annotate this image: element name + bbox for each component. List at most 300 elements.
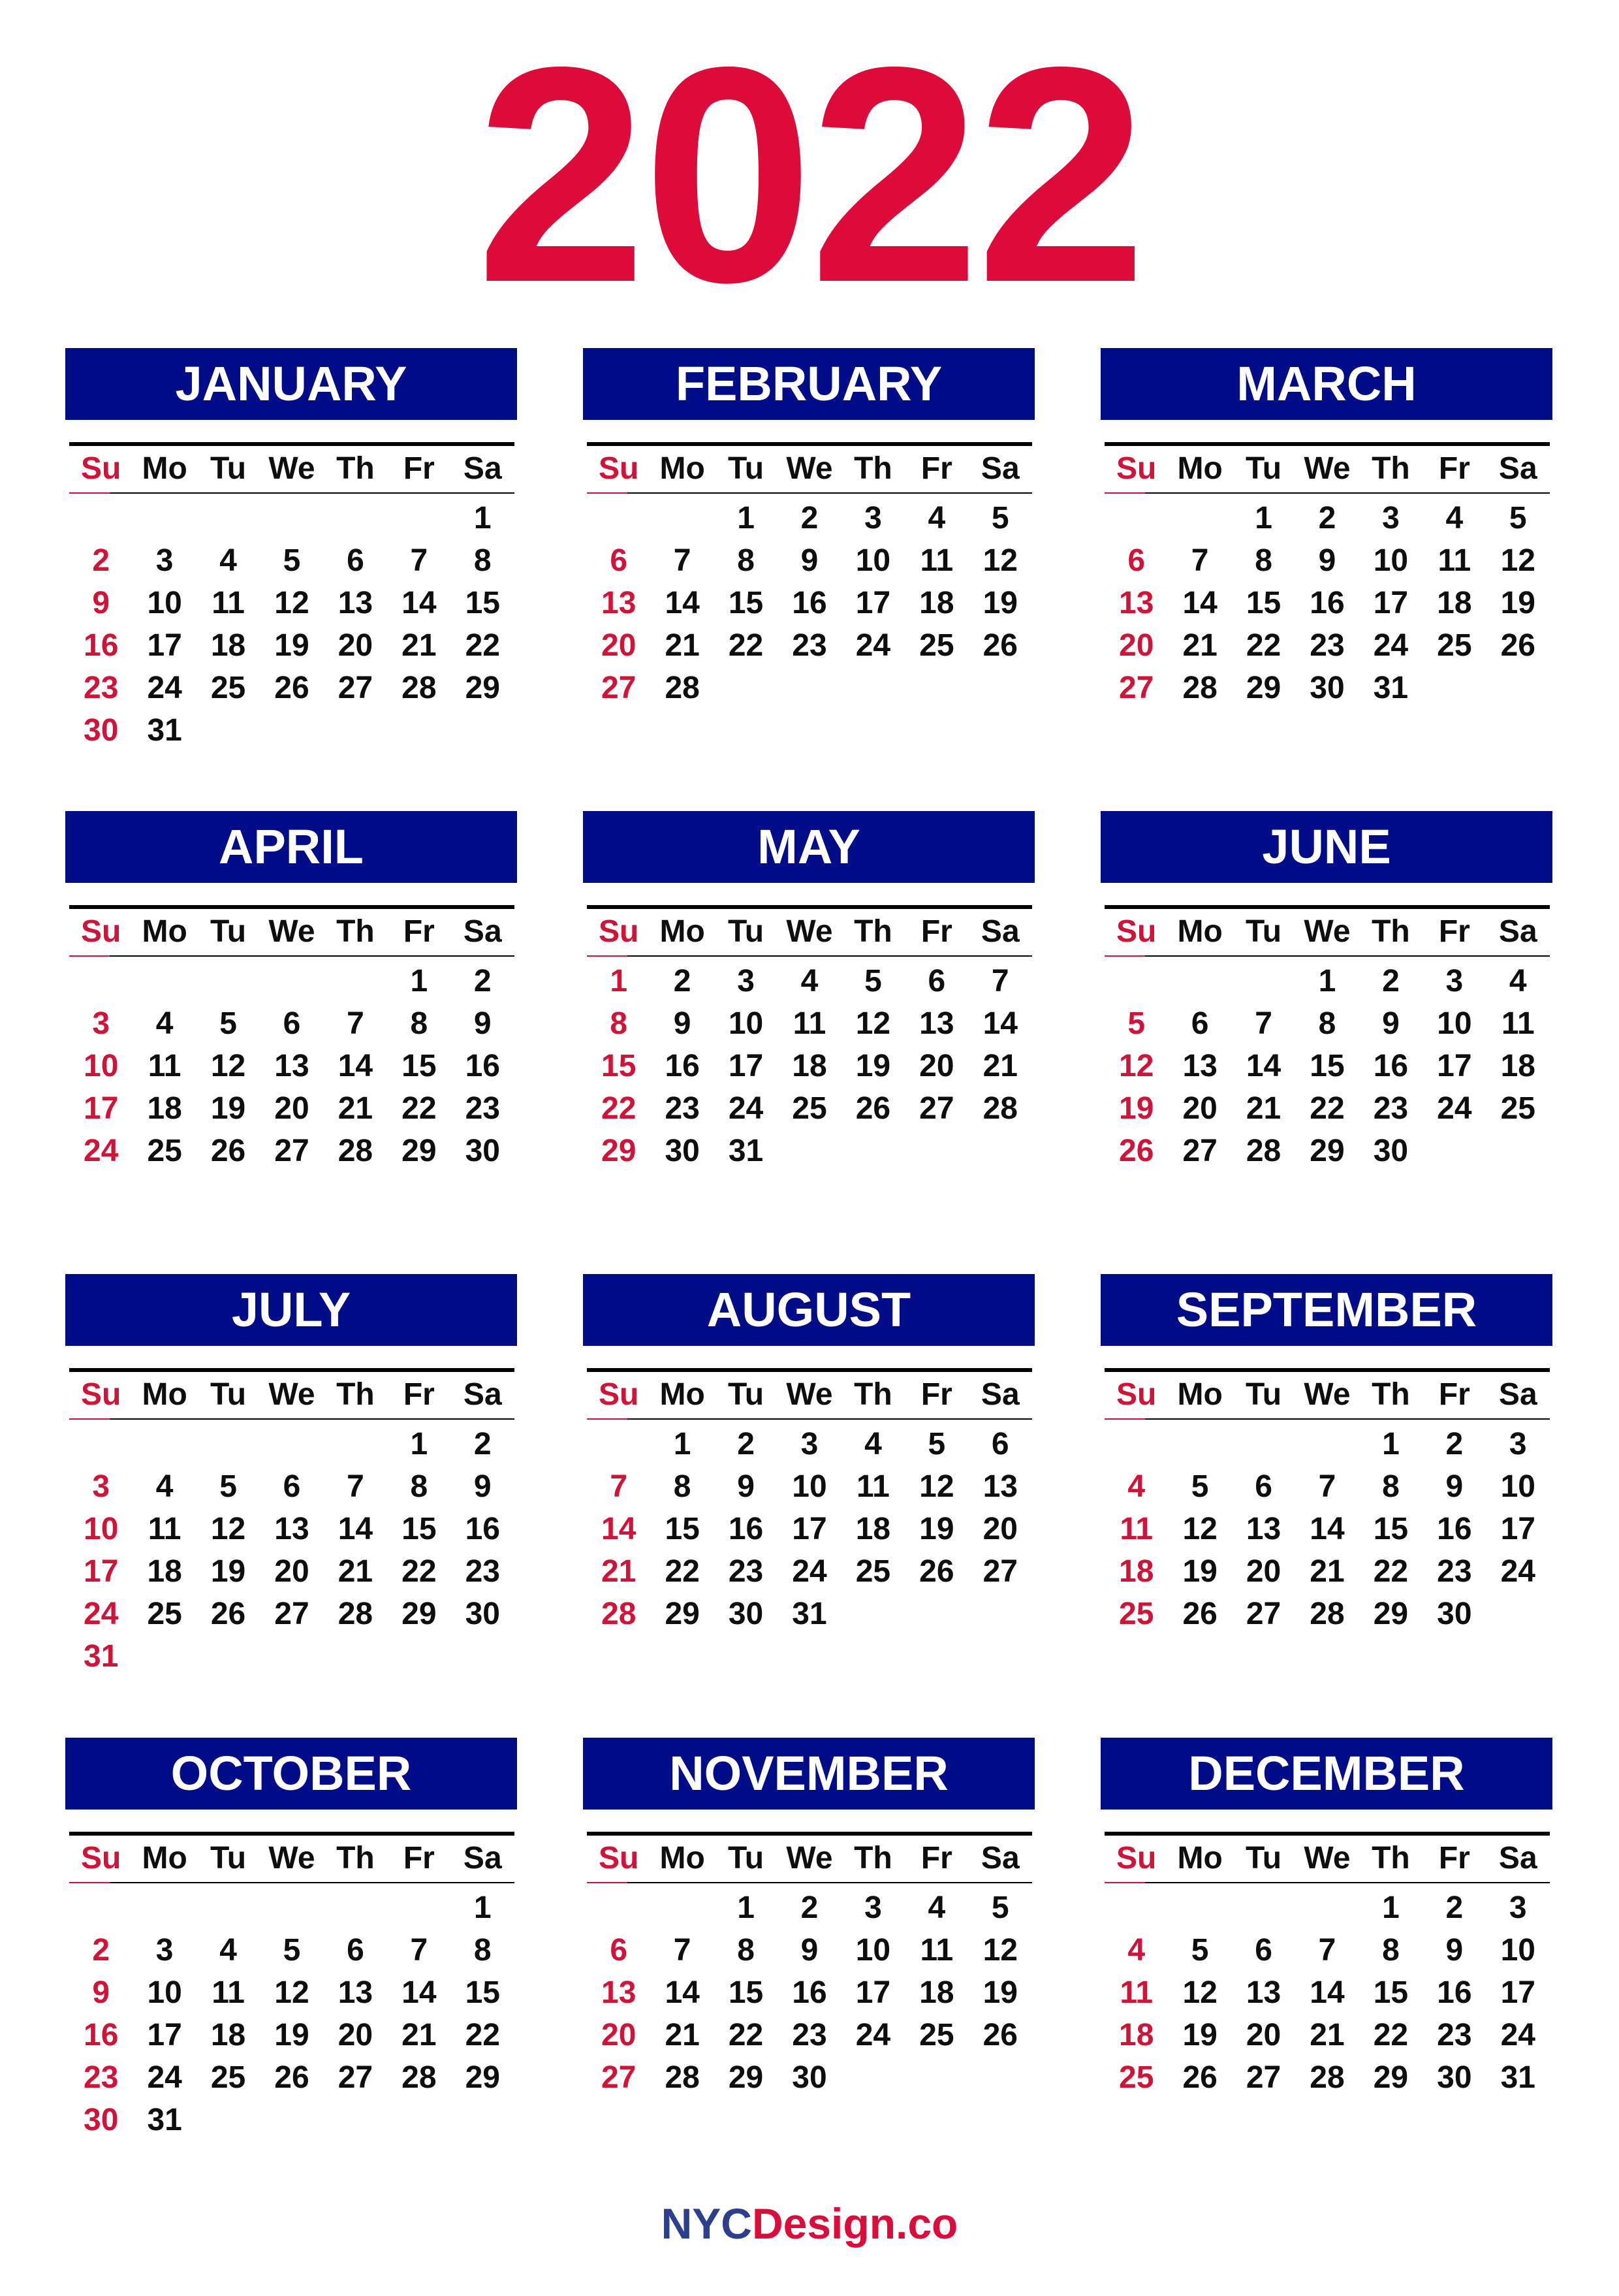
day-cell: 3 <box>155 1933 174 1968</box>
weekday-label: Tu <box>210 914 247 949</box>
month-header: MAY <box>583 811 1035 883</box>
day-cell: 7 <box>673 1933 691 1968</box>
day-cell: 17 <box>147 628 182 663</box>
day-cell: 21 <box>401 2018 437 2052</box>
weekday-label: Fr <box>403 1841 435 1875</box>
day-cell: 25 <box>1500 1091 1535 1126</box>
day-cell: 26 <box>919 1554 954 1589</box>
day-cell: 10 <box>1373 543 1409 578</box>
day-blank <box>324 960 387 1002</box>
month-june <box>1101 811 1552 1203</box>
footer-brand-nyc: NYC <box>661 2199 752 2248</box>
day-cell: 10 <box>792 1469 827 1504</box>
day-cell: 11 <box>1438 543 1471 578</box>
weekday-label: Mo <box>1177 451 1223 486</box>
day-blank <box>133 960 196 1002</box>
day-cell: 30 <box>84 2103 119 2137</box>
month-february <box>583 348 1035 740</box>
day-cell: 12 <box>274 1975 309 2010</box>
divider <box>587 955 1032 957</box>
day-cell: 5 <box>283 1933 301 1968</box>
day-cell: 3 <box>864 1890 882 1925</box>
day-cell: 14 <box>401 586 437 620</box>
day-cell: 21 <box>1246 1091 1281 1126</box>
weekday-label: Tu <box>210 1841 247 1875</box>
day-grid <box>69 1887 514 2141</box>
day-cell: 13 <box>919 1006 954 1041</box>
month-december <box>1101 1738 1552 2129</box>
day-cell: 6 <box>283 1006 301 1041</box>
day-cell: 9 <box>1445 1469 1464 1504</box>
day-cell: 5 <box>219 1469 237 1504</box>
day-cell: 6 <box>347 543 364 578</box>
day-cell: 31 <box>84 1639 119 1674</box>
day-cell: 20 <box>274 1091 309 1126</box>
day-grid <box>69 1423 514 1678</box>
weekday-label: Th <box>336 451 375 486</box>
day-cell: 18 <box>210 2018 246 2052</box>
divider <box>69 1418 514 1420</box>
day-blank <box>133 1887 196 1929</box>
day-blank <box>1168 497 1231 539</box>
day-cell: 28 <box>982 1091 1018 1126</box>
day-cell: 26 <box>1182 2060 1218 2095</box>
weekday-label: Tu <box>728 451 764 486</box>
day-cell: 14 <box>1182 586 1218 620</box>
day-cell: 13 <box>274 1049 309 1083</box>
day-cell: 4 <box>1445 501 1464 535</box>
day-cell: 3 <box>864 501 882 535</box>
day-cell: 18 <box>855 1512 891 1546</box>
day-cell: 3 <box>92 1469 110 1504</box>
day-cell: 3 <box>737 964 755 998</box>
day-cell: 2 <box>737 1427 755 1461</box>
day-blank <box>260 1423 323 1465</box>
day-blank <box>1295 1423 1359 1465</box>
day-cell: 10 <box>84 1512 119 1546</box>
divider <box>1105 1368 1550 1372</box>
day-cell: 16 <box>465 1049 500 1083</box>
day-cell: 28 <box>1310 2060 1345 2095</box>
day-cell: 6 <box>1255 1469 1272 1504</box>
day-cell: 11 <box>920 1933 954 1968</box>
day-cell: 15 <box>1373 1512 1409 1546</box>
day-blank <box>324 1887 387 1929</box>
day-blank <box>196 497 260 539</box>
day-cell: 1 <box>473 1890 492 1925</box>
day-cell: 18 <box>1119 1554 1154 1589</box>
day-cell: 4 <box>219 1933 237 1968</box>
day-cell: 11 <box>793 1006 826 1041</box>
day-cell: 3 <box>1509 1427 1527 1461</box>
day-cell: 22 <box>665 1554 700 1589</box>
day-cell: 11 <box>857 1469 890 1504</box>
divider <box>587 442 1032 446</box>
month-november <box>583 1738 1035 2129</box>
day-cell: 14 <box>338 1049 373 1083</box>
day-blank <box>1105 497 1168 539</box>
day-cell: 4 <box>928 501 946 535</box>
day-cell: 3 <box>1445 964 1464 998</box>
day-cell: 21 <box>601 1554 637 1589</box>
day-cell: 17 <box>1373 586 1409 620</box>
day-cell: 16 <box>1310 586 1345 620</box>
day-cell: 30 <box>792 2060 827 2095</box>
day-cell: 17 <box>1500 1512 1535 1546</box>
weekday-label: Su <box>81 914 121 949</box>
day-blank <box>69 960 133 1002</box>
day-cell: 16 <box>1373 1049 1409 1083</box>
day-cell: 19 <box>1500 586 1535 620</box>
day-cell: 4 <box>219 543 237 578</box>
day-cell: 10 <box>1437 1006 1472 1041</box>
divider-accent <box>587 492 627 494</box>
day-cell: 5 <box>1191 1933 1209 1968</box>
day-grid <box>1105 1423 1550 1635</box>
day-cell: 29 <box>465 2060 500 2095</box>
day-cell: 7 <box>347 1006 364 1041</box>
day-blank <box>1105 1423 1168 1465</box>
weekday-label: Tu <box>728 1377 764 1412</box>
weekday-label: We <box>268 1841 315 1875</box>
month-header: JUNE <box>1101 811 1552 883</box>
day-cell: 6 <box>347 1933 364 1968</box>
weekday-label: We <box>786 1841 833 1875</box>
day-cell: 13 <box>338 586 373 620</box>
day-cell: 16 <box>1437 1512 1472 1546</box>
day-cell: 22 <box>1246 628 1281 663</box>
day-cell: 28 <box>1182 671 1218 705</box>
day-cell: 18 <box>147 1091 182 1126</box>
weekday-header-row <box>69 1373 514 1416</box>
day-cell: 4 <box>864 1427 882 1461</box>
day-cell: 16 <box>465 1512 500 1546</box>
weekday-label: Th <box>1372 1377 1410 1412</box>
day-cell: 11 <box>212 1975 245 2010</box>
day-cell: 9 <box>92 586 110 620</box>
day-cell: 6 <box>928 964 946 998</box>
day-cell: 16 <box>728 1512 764 1546</box>
day-cell: 7 <box>347 1469 364 1504</box>
day-cell: 31 <box>1373 671 1409 705</box>
footer-brand[interactable] <box>0 2194 1619 2253</box>
day-cell: 18 <box>1437 586 1472 620</box>
day-cell: 10 <box>728 1006 764 1041</box>
weekday-label: Fr <box>920 1377 952 1412</box>
day-cell: 8 <box>610 1006 628 1041</box>
day-cell: 2 <box>92 543 110 578</box>
day-cell: 29 <box>401 1134 437 1168</box>
divider <box>69 1882 514 1883</box>
day-cell: 1 <box>1255 501 1272 535</box>
day-cell: 13 <box>274 1512 309 1546</box>
weekday-header-row <box>1105 910 1550 953</box>
day-cell: 7 <box>610 1469 628 1504</box>
day-cell: 22 <box>728 2018 764 2052</box>
day-cell: 1 <box>737 1890 755 1925</box>
divider-accent <box>1105 1882 1145 1883</box>
day-cell: 27 <box>1246 1597 1281 1631</box>
weekday-label: We <box>786 1377 833 1412</box>
day-cell: 15 <box>728 586 764 620</box>
day-cell: 19 <box>919 1512 954 1546</box>
day-cell: 20 <box>601 628 637 663</box>
day-cell: 4 <box>1509 964 1527 998</box>
day-cell: 31 <box>728 1134 764 1168</box>
day-cell: 17 <box>1500 1975 1535 2010</box>
month-october <box>65 1738 517 2137</box>
day-cell: 13 <box>982 1469 1018 1504</box>
day-cell: 8 <box>410 1469 428 1504</box>
day-cell: 30 <box>1373 1134 1409 1168</box>
day-cell: 7 <box>410 543 428 578</box>
divider-accent <box>1105 492 1145 494</box>
divider <box>69 905 514 909</box>
divider-accent <box>1105 1418 1145 1420</box>
weekday-label: Tu <box>1246 451 1282 486</box>
weekday-label: Tu <box>1246 914 1282 949</box>
day-cell: 3 <box>155 543 174 578</box>
day-cell: 25 <box>855 1554 891 1589</box>
day-cell: 13 <box>601 586 637 620</box>
divider <box>1105 905 1550 909</box>
day-cell: 20 <box>274 1554 309 1589</box>
day-cell: 17 <box>728 1049 764 1083</box>
day-cell: 29 <box>665 1597 700 1631</box>
day-cell: 2 <box>473 1427 492 1461</box>
weekday-label: Th <box>854 914 892 949</box>
weekday-label: Su <box>599 914 639 949</box>
divider <box>69 1832 514 1836</box>
day-cell: 23 <box>1310 628 1345 663</box>
day-cell: 20 <box>1246 1554 1281 1589</box>
day-cell: 22 <box>601 1091 637 1126</box>
day-blank <box>133 497 196 539</box>
day-cell: 9 <box>1318 543 1336 578</box>
day-cell: 10 <box>84 1049 119 1083</box>
day-cell: 6 <box>610 543 628 578</box>
weekday-label: Mo <box>659 451 705 486</box>
weekday-label: Th <box>1372 914 1410 949</box>
day-cell: 7 <box>1255 1006 1272 1041</box>
day-cell: 3 <box>1382 501 1400 535</box>
day-cell: 15 <box>465 586 500 620</box>
day-blank <box>1105 1887 1168 1929</box>
day-cell: 14 <box>401 1975 437 2010</box>
day-blank <box>260 497 323 539</box>
day-cell: 24 <box>855 628 891 663</box>
day-cell: 28 <box>338 1597 373 1631</box>
day-cell: 25 <box>919 2018 954 2052</box>
day-cell: 4 <box>928 1890 946 1925</box>
day-cell: 27 <box>982 1554 1018 1589</box>
day-cell: 24 <box>1500 2018 1535 2052</box>
weekday-label: We <box>1304 914 1351 949</box>
day-cell: 8 <box>1382 1933 1400 1968</box>
day-cell: 26 <box>982 2018 1018 2052</box>
weekday-label: Th <box>336 914 375 949</box>
day-cell: 10 <box>147 1975 182 2010</box>
day-cell: 27 <box>274 1134 309 1168</box>
day-cell: 1 <box>473 501 492 535</box>
day-cell: 5 <box>864 964 882 998</box>
day-cell: 30 <box>1437 1597 1472 1631</box>
day-cell: 12 <box>982 543 1018 578</box>
day-cell: 20 <box>1246 2018 1281 2052</box>
day-cell: 17 <box>855 1975 891 2010</box>
day-cell: 19 <box>1182 1554 1218 1589</box>
day-cell: 12 <box>274 586 309 620</box>
weekday-label: Fr <box>403 914 435 949</box>
day-cell: 1 <box>410 964 428 998</box>
divider <box>69 1368 514 1372</box>
weekday-label: Su <box>1116 451 1157 486</box>
day-blank <box>1232 1887 1295 1929</box>
day-cell: 21 <box>665 628 700 663</box>
day-cell: 26 <box>274 2060 309 2095</box>
weekday-label: Sa <box>463 1377 502 1412</box>
day-cell: 22 <box>1310 1091 1345 1126</box>
weekday-label: Mo <box>1177 1377 1223 1412</box>
weekday-label: Sa <box>1498 1377 1537 1412</box>
day-grid <box>1105 960 1550 1172</box>
day-blank <box>196 1423 260 1465</box>
weekday-label: Fr <box>1438 1377 1470 1412</box>
weekday-label: Mo <box>659 914 705 949</box>
day-cell: 12 <box>1182 1975 1218 2010</box>
divider-accent <box>1105 955 1145 957</box>
month-header: AUGUST <box>583 1274 1035 1346</box>
day-cell: 22 <box>728 628 764 663</box>
day-blank <box>324 1423 387 1465</box>
weekday-label: Su <box>599 1377 639 1412</box>
weekday-label: Tu <box>1246 1841 1282 1875</box>
divider <box>1105 955 1550 957</box>
day-cell: 28 <box>401 671 437 705</box>
day-cell: 25 <box>1119 1597 1154 1631</box>
day-cell: 4 <box>1127 1469 1146 1504</box>
day-cell: 29 <box>1373 2060 1409 2095</box>
day-cell: 16 <box>84 2018 119 2052</box>
day-cell: 20 <box>601 2018 637 2052</box>
day-blank <box>387 1887 450 1929</box>
day-cell: 22 <box>1373 2018 1409 2052</box>
day-cell: 21 <box>338 1091 373 1126</box>
day-cell: 11 <box>1120 1512 1154 1546</box>
month-header: NOVEMBER <box>583 1738 1035 1810</box>
day-cell: 13 <box>1246 1975 1281 2010</box>
weekday-label: Sa <box>463 1841 502 1875</box>
day-cell: 25 <box>792 1091 827 1126</box>
weekday-label: Th <box>854 1841 892 1875</box>
day-cell: 27 <box>1246 2060 1281 2095</box>
day-cell: 29 <box>401 1597 437 1631</box>
weekday-label: Mo <box>1177 1841 1223 1875</box>
day-cell: 22 <box>1373 1554 1409 1589</box>
day-cell: 21 <box>401 628 437 663</box>
month-header: MARCH <box>1101 348 1552 420</box>
weekday-label: We <box>1304 1377 1351 1412</box>
weekday-header-row <box>69 910 514 953</box>
day-cell: 9 <box>473 1006 492 1041</box>
day-cell: 21 <box>982 1049 1018 1083</box>
day-cell: 26 <box>210 1597 246 1631</box>
day-cell: 16 <box>792 1975 827 2010</box>
day-blank <box>1168 960 1231 1002</box>
divider-accent <box>587 1418 627 1420</box>
day-cell: 26 <box>855 1091 891 1126</box>
day-cell: 17 <box>84 1554 119 1589</box>
month-march <box>1101 348 1552 740</box>
day-cell: 2 <box>1445 1890 1464 1925</box>
day-cell: 31 <box>792 1597 827 1631</box>
month-january <box>65 348 517 748</box>
day-blank <box>1232 1423 1295 1465</box>
day-cell: 28 <box>1310 1597 1345 1631</box>
day-cell: 10 <box>855 543 891 578</box>
weekday-label: Su <box>599 1841 639 1875</box>
divider <box>587 1832 1032 1836</box>
day-cell: 3 <box>800 1427 819 1461</box>
month-april <box>65 811 517 1203</box>
day-cell: 8 <box>473 543 492 578</box>
day-cell: 1 <box>410 1427 428 1461</box>
day-cell: 9 <box>92 1975 110 2010</box>
day-cell: 8 <box>1318 1006 1336 1041</box>
day-cell: 15 <box>1310 1049 1345 1083</box>
day-grid <box>69 497 514 752</box>
day-cell: 22 <box>401 1554 437 1589</box>
day-cell: 6 <box>283 1469 301 1504</box>
weekday-label: Fr <box>1438 451 1470 486</box>
day-cell: 20 <box>919 1049 954 1083</box>
day-cell: 8 <box>410 1006 428 1041</box>
day-cell: 30 <box>1437 2060 1472 2095</box>
day-cell: 5 <box>1191 1469 1209 1504</box>
weekday-label: Mo <box>142 914 187 949</box>
day-cell: 24 <box>1373 628 1409 663</box>
day-cell: 17 <box>855 586 891 620</box>
day-cell: 10 <box>1500 1469 1535 1504</box>
day-cell: 23 <box>1373 1091 1409 1126</box>
divider <box>1105 1418 1550 1420</box>
day-blank <box>324 497 387 539</box>
day-cell: 9 <box>1445 1933 1464 1968</box>
weekday-label: Mo <box>659 1377 705 1412</box>
weekday-label: Th <box>854 451 892 486</box>
day-cell: 6 <box>1255 1933 1272 1968</box>
day-blank <box>1168 1423 1231 1465</box>
divider-accent <box>69 492 110 494</box>
weekday-label: We <box>268 914 315 949</box>
weekday-label: Su <box>599 451 639 486</box>
day-cell: 24 <box>855 2018 891 2052</box>
day-cell: 9 <box>1382 1006 1400 1041</box>
day-cell: 30 <box>665 1134 700 1168</box>
day-cell: 9 <box>800 1933 819 1968</box>
weekday-label: Fr <box>920 1841 952 1875</box>
day-cell: 14 <box>665 1975 700 2010</box>
day-cell: 25 <box>1437 628 1472 663</box>
day-blank <box>260 960 323 1002</box>
day-cell: 29 <box>1310 1134 1345 1168</box>
day-cell: 18 <box>147 1554 182 1589</box>
weekday-label: Sa <box>1498 451 1537 486</box>
day-cell: 24 <box>147 2060 182 2095</box>
weekday-label: Tu <box>728 914 764 949</box>
weekday-label: Su <box>1116 1841 1157 1875</box>
divider <box>587 1882 1032 1883</box>
